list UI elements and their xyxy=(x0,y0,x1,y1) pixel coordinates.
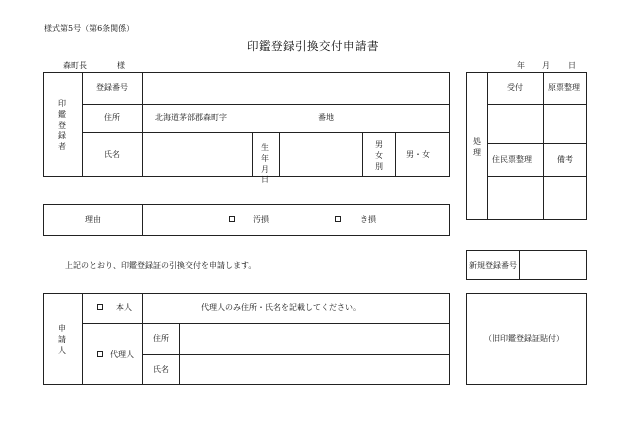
reg-number-field[interactable] xyxy=(143,73,449,104)
applicant-address-field[interactable] xyxy=(180,324,449,354)
old-card-note: （旧印鑑登録証貼付） xyxy=(484,334,564,343)
date-month: 月 xyxy=(542,61,550,70)
applicant-agent-label: 代理人 xyxy=(110,350,134,359)
applicant-self-label: 本人 xyxy=(116,303,132,312)
sex-options[interactable]: 男・女 xyxy=(406,150,430,159)
reason-label: 理由 xyxy=(85,215,101,224)
applicant-label: 申請人 xyxy=(58,324,66,355)
addressee: 森町長 xyxy=(63,61,87,70)
resident-check-label: 住民票整理 xyxy=(492,155,532,164)
birth-field[interactable] xyxy=(280,133,362,177)
applicant-address-label: 住所 xyxy=(153,334,169,343)
registrant-label: 印鑑登録者 xyxy=(58,99,66,152)
date-year: 年 xyxy=(517,61,525,70)
name-label: 氏名 xyxy=(104,150,120,159)
address-value: 北海道茅部郡森町字 xyxy=(155,113,227,122)
applicant-agent-checkbox[interactable] xyxy=(97,351,103,357)
banchi-label: 番地 xyxy=(318,113,334,122)
reason-damage-label: き損 xyxy=(360,215,376,224)
received-label: 受付 xyxy=(507,83,523,92)
processing-label: 処理 xyxy=(473,137,481,157)
new-reg-number-field[interactable] xyxy=(520,251,586,279)
reason-damage-checkbox[interactable] xyxy=(335,216,341,222)
remarks-label: 備考 xyxy=(557,155,573,164)
statement-text: 上記のとおり、印鑑登録証の引換交付を申請します。 xyxy=(65,261,257,270)
name-field[interactable] xyxy=(143,133,252,177)
agent-note: 代理人のみ住所・氏名を記載してください。 xyxy=(201,303,361,312)
reg-number-label: 登録番号 xyxy=(96,83,128,92)
form-title: 印鑑登録引換交付申請書 xyxy=(247,39,379,53)
address-label: 住所 xyxy=(104,113,120,122)
applicant-name-field[interactable] xyxy=(180,355,449,384)
register-check-label: 原票整理 xyxy=(548,83,580,92)
new-reg-number-label: 新規登録番号 xyxy=(469,261,517,270)
sex-label: 男女別 xyxy=(375,140,383,171)
birth-label: 生年月日 xyxy=(261,143,269,185)
applicant-self-checkbox[interactable] xyxy=(97,304,103,310)
date-day: 日 xyxy=(568,61,576,70)
reason-soil-label: 汚損 xyxy=(253,215,269,224)
addressee-honorific: 様 xyxy=(117,61,125,70)
reason-soil-checkbox[interactable] xyxy=(229,216,235,222)
applicant-name-label: 氏名 xyxy=(153,365,169,374)
form-number: 様式第5号（第6条関係） xyxy=(44,24,135,33)
